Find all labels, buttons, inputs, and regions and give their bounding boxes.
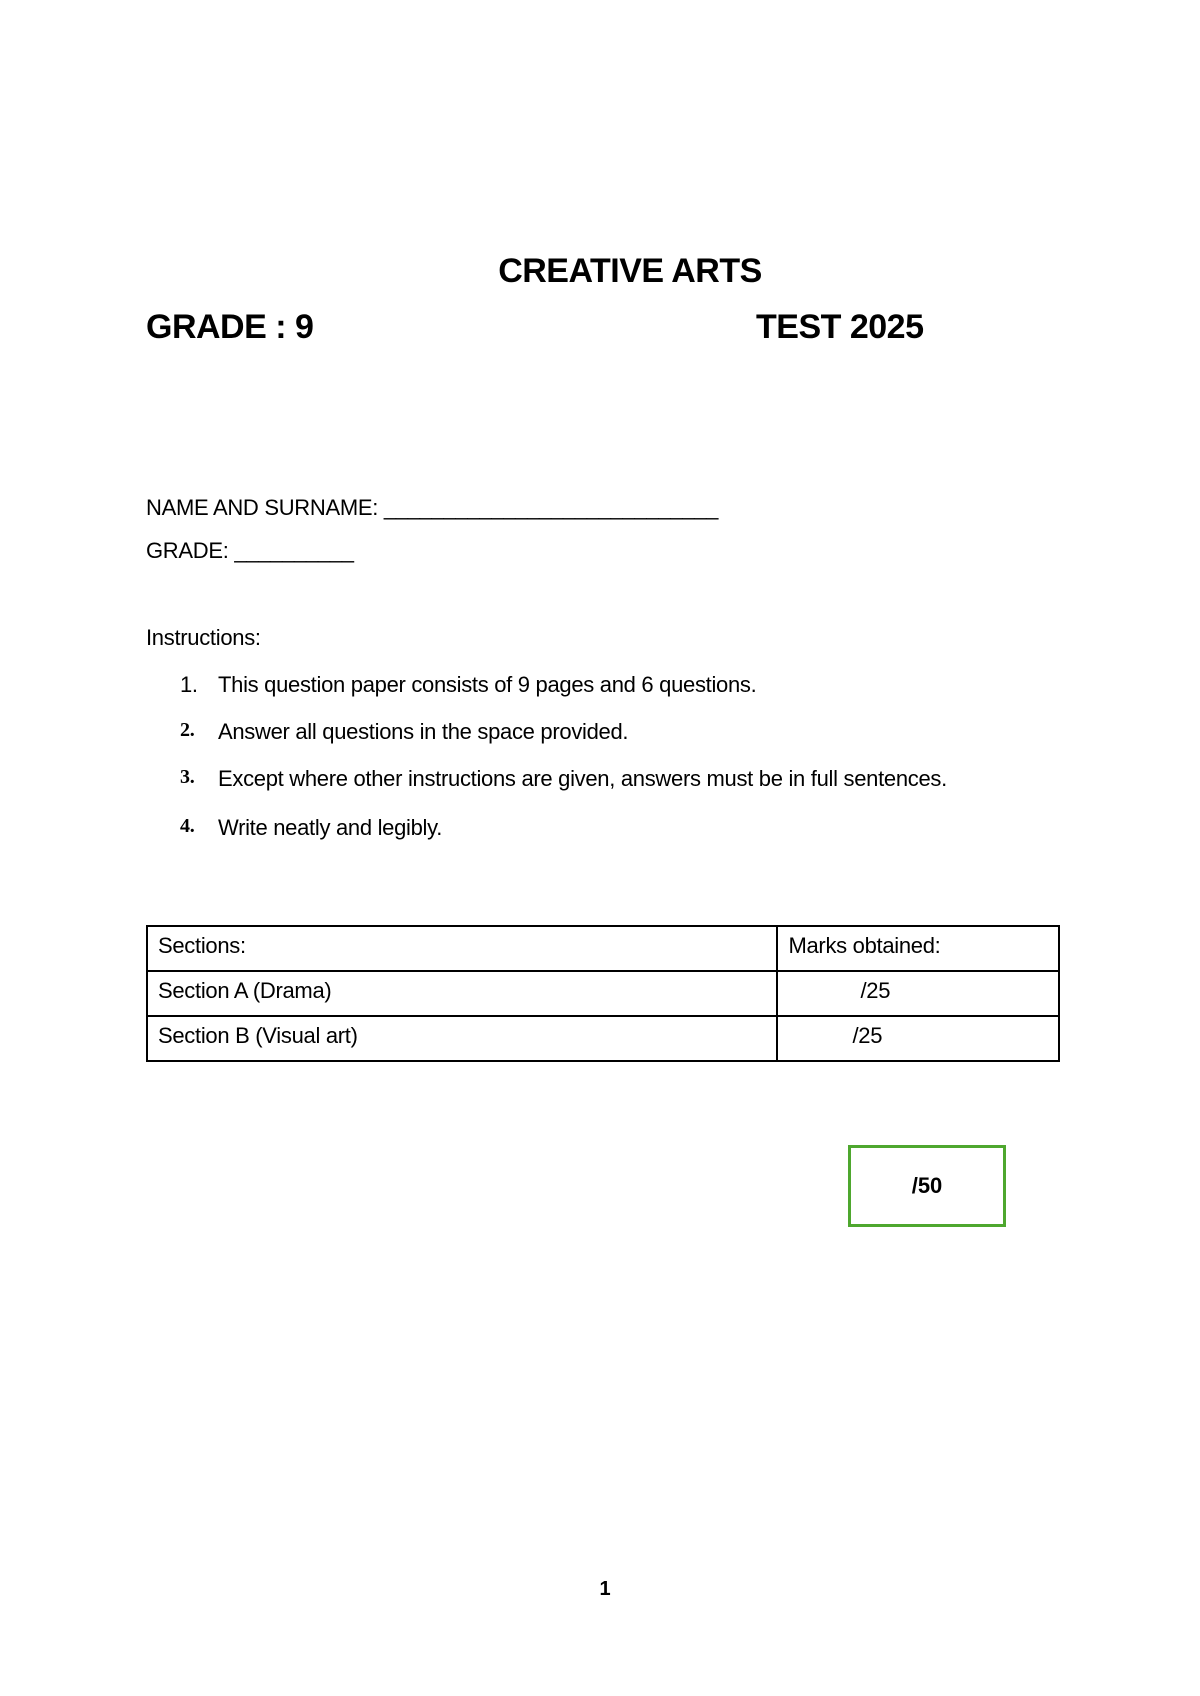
table-row	[147, 971, 1059, 1016]
subject-title: CREATIVE ARTS	[498, 252, 762, 290]
name-surname-field: NAME AND SURNAME: ____________________________	[146, 495, 719, 520]
section-name: Section B (Visual art)	[147, 1016, 777, 1061]
table-row	[147, 1016, 1059, 1061]
instructions-label: Instructions:	[146, 625, 261, 650]
instruction-number: 3.	[180, 766, 195, 788]
grade-heading: GRADE : 9	[146, 308, 314, 346]
test-heading: TEST 2025	[756, 308, 924, 346]
section-marks	[777, 1016, 1059, 1061]
marks-header: Marks obtained:	[777, 926, 1059, 971]
instruction-number: 4.	[180, 815, 195, 837]
marks-table	[146, 925, 1060, 1062]
grade-field: GRADE: __________	[146, 538, 354, 563]
table-header-row	[147, 926, 1059, 971]
marks-value: /25	[852, 1023, 883, 1048]
sections-header: Sections:	[147, 926, 777, 971]
instruction-text: This question paper consists of 9 pages and 6 questions.	[218, 672, 757, 697]
instruction-number: 1.	[180, 672, 198, 697]
instruction-text: Except where other instructions are given, answers must be in full sentences.	[218, 766, 947, 791]
section-marks	[777, 971, 1059, 1016]
marks-value: /25	[860, 978, 891, 1003]
instruction-text: Write neatly and legibly.	[218, 815, 443, 840]
page-number: 1	[599, 1578, 611, 1600]
total-marks-box: /50	[848, 1145, 1006, 1227]
instruction-number: 2.	[180, 719, 195, 741]
instruction-text: Answer all questions in the space provided.	[218, 719, 629, 744]
section-name: Section A (Drama)	[147, 971, 777, 1016]
